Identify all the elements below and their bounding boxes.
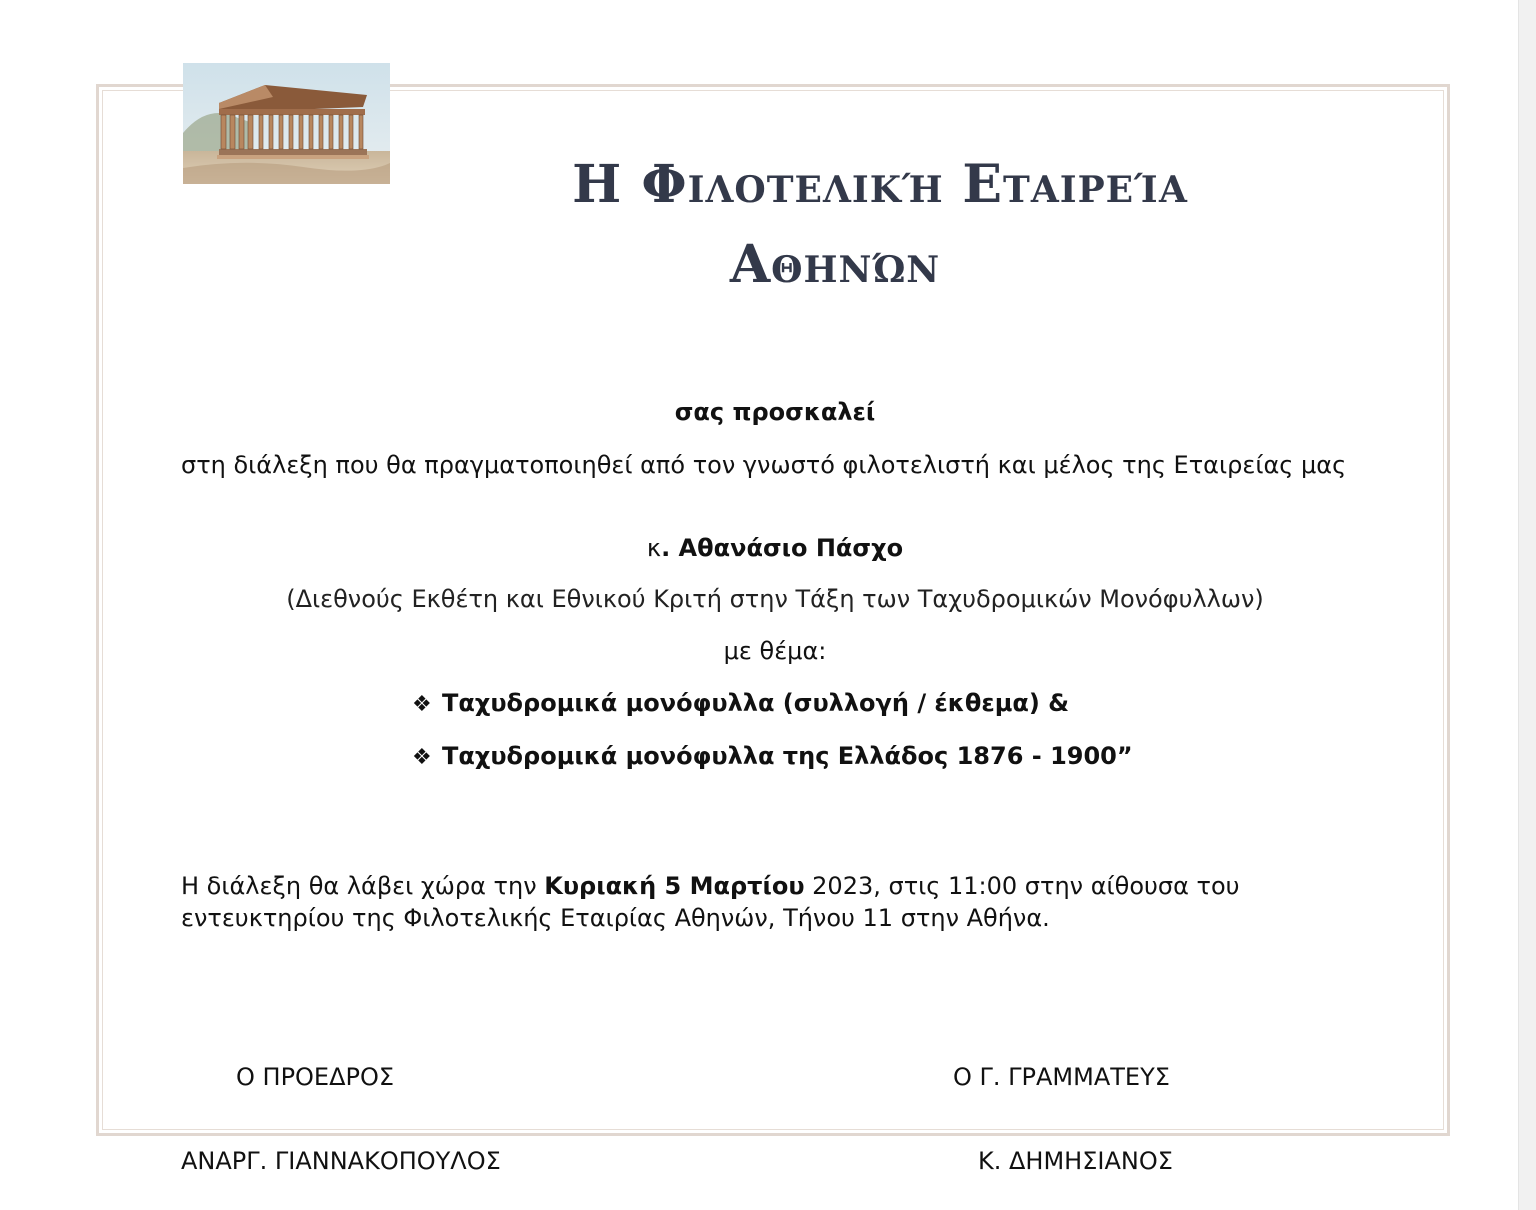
temple-logo-image: [183, 63, 390, 184]
secretary-title: Ο Γ. ΓΡΑΜΜΑΤΕΥΣ: [953, 1063, 1170, 1091]
topic-item: [412, 740, 1133, 774]
speaker-name: . Αθανάσιο Πάσχο: [661, 534, 904, 562]
topic-text: Ταχυδρομικά μονόφυλλα (συλλογή / έκθεμα) &: [442, 689, 1070, 717]
speaker-prefix: κ: [646, 534, 662, 562]
diamond-bullet-icon: ❖: [412, 692, 432, 717]
topic-item: [412, 687, 1069, 721]
society-title: [430, 145, 1330, 305]
secretary-name: Κ. ΔΗΜΗΣΙΑΝΟΣ: [978, 1147, 1173, 1175]
title-line-1: Η Φιλοτελική Εταιρεία: [572, 154, 1188, 215]
invites-text: σας προσκαλεί: [674, 398, 876, 426]
speaker-credentials: (Διεθνούς Εκθέτη και Εθνικού Κριτή στην Τάξη των Ταχυδρομικών Μονόφυλλων): [286, 585, 1264, 613]
speaker-line: [180, 532, 1370, 564]
event-date: Κυριακή 5 Μαρτίου: [544, 872, 805, 900]
diamond-bullet-icon: ❖: [412, 745, 432, 770]
title-line-2: Αθηνών: [729, 234, 941, 295]
temple-illustration: [183, 63, 390, 184]
intro-paragraph: στη διάλεξη που θα πραγματοποιηθεί από τον γνωστό φιλοτελιστή και μέλος της Εταιρείας μας: [181, 451, 1347, 479]
president-title: Ο ΠΡΟΕΔΡΟΣ: [236, 1063, 395, 1091]
topic-label: με θέμα:: [723, 637, 827, 665]
details-before: Η διάλεξη θα λάβει χώρα την: [181, 872, 545, 900]
details-after: 2023, στις 11:00 στην αίθουσα του εντευκτηρίου της Φιλοτελικής Εταιρίας Αθηνών, Τήνου 11 στην Αθήνα.: [181, 872, 1240, 932]
vertical-scrollbar[interactable]: [1518, 0, 1536, 1210]
event-details: [181, 870, 1356, 934]
topic-text: Ταχυδρομικά μονόφυλλα της Ελλάδος 1876 - 1900”: [442, 742, 1133, 770]
president-name: ΑΝΑΡΓ. ΓΙΑΝΝΑΚΟΠΟΥΛΟΣ: [181, 1147, 501, 1175]
